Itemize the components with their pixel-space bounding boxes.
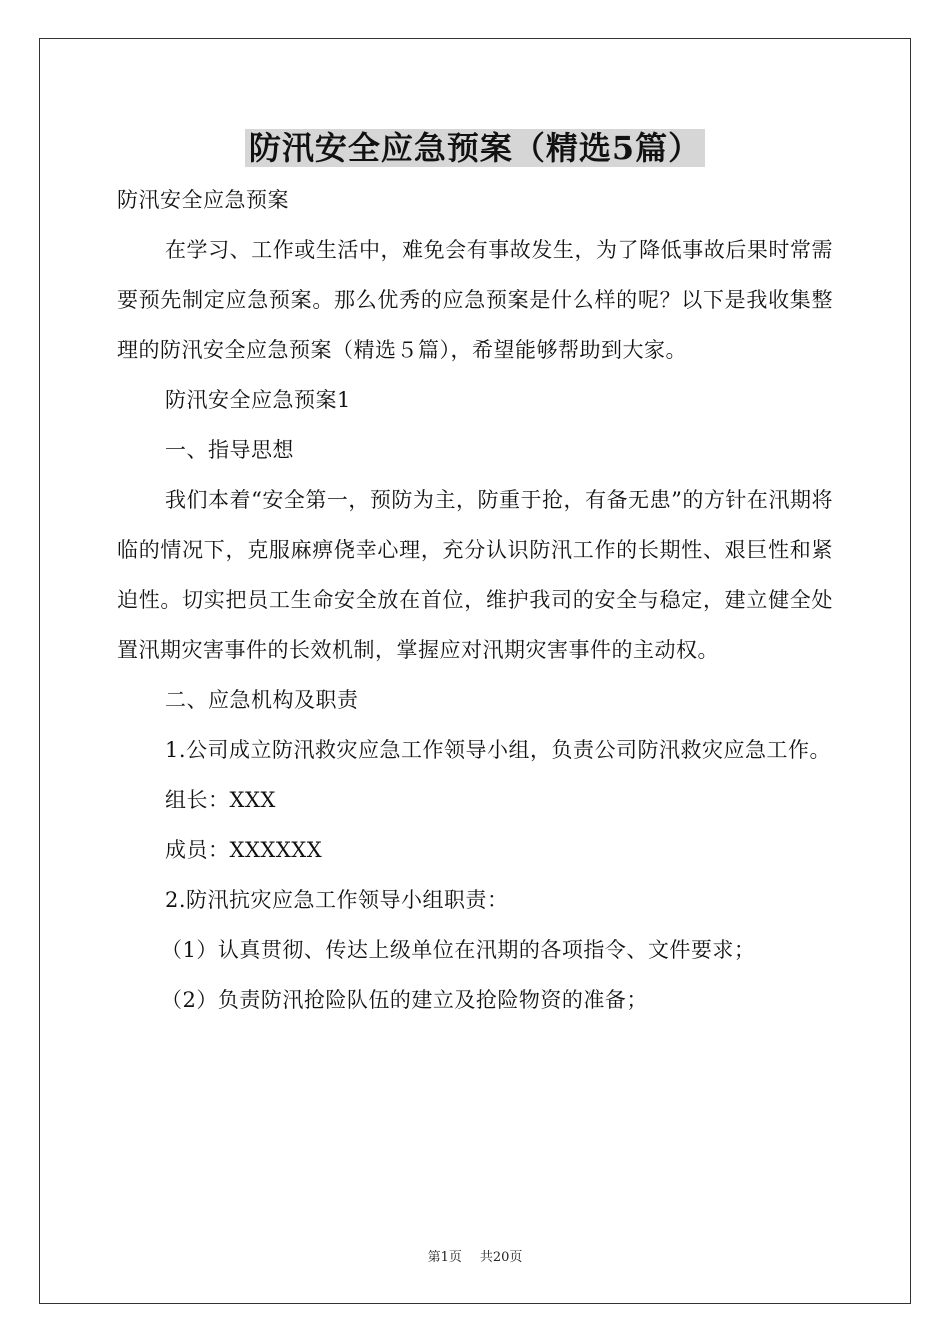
paragraph-group-duties: 2.防汛抗灾应急工作领导小组职责： <box>165 888 509 912</box>
list-item-duty-1: （1）认真贯彻、传达上级单位在汛期的各项指令、文件要求； <box>161 938 756 962</box>
section-heading-emergency-organization: 二、应急机构及职责 <box>165 688 359 712</box>
paragraph-guiding-ideology: 我们本着“安全第一，预防为主，防重于抢，有备无患”的方针在汛期将临的情况下，克服麻痹侥幸心理，充分认识防汛工作的长期性、艰巨性和紧迫性。切实把员工生命安全放在首位，维护我司的安全与稳定，建立健全处置汛期灾害事件的长效机制，掌握应对汛期灾害事件的主动权。 <box>117 488 833 662</box>
paragraph-leading-group: 1.公司成立防汛救灾应急工作领导小组，负责公司防汛救灾应急工作。 <box>165 738 832 762</box>
paragraph-subtitle: 防汛安全应急预案 <box>117 188 289 212</box>
page-footer <box>0 1246 950 1265</box>
document-body <box>117 175 833 1025</box>
document-title <box>0 124 950 172</box>
page-total: 共20页 <box>479 1250 523 1265</box>
paragraph-group-leader: 组长：XXX <box>165 788 276 812</box>
section-heading-plan-1: 防汛安全应急预案1 <box>165 388 351 412</box>
paragraph-group-members: 成员：XXXXXX <box>165 838 323 862</box>
paragraph-intro: 在学习、工作或生活中，难免会有事故发生，为了降低事故后果时常需要预先制定应急预案。那么优秀的应急预案是什么样的呢？以下是我收集整理的防汛安全应急预案（精选５篇），希望能够帮助到大家。 <box>117 238 833 362</box>
section-heading-guiding-ideology: 一、指导思想 <box>165 438 294 462</box>
list-item-duty-2: （2）负责防汛抢险队伍的建立及抢险物资的准备； <box>161 988 648 1012</box>
document-title-text: 防汛安全应急预案（精选5篇） <box>245 129 705 167</box>
page-number: 第1页 <box>427 1250 462 1265</box>
